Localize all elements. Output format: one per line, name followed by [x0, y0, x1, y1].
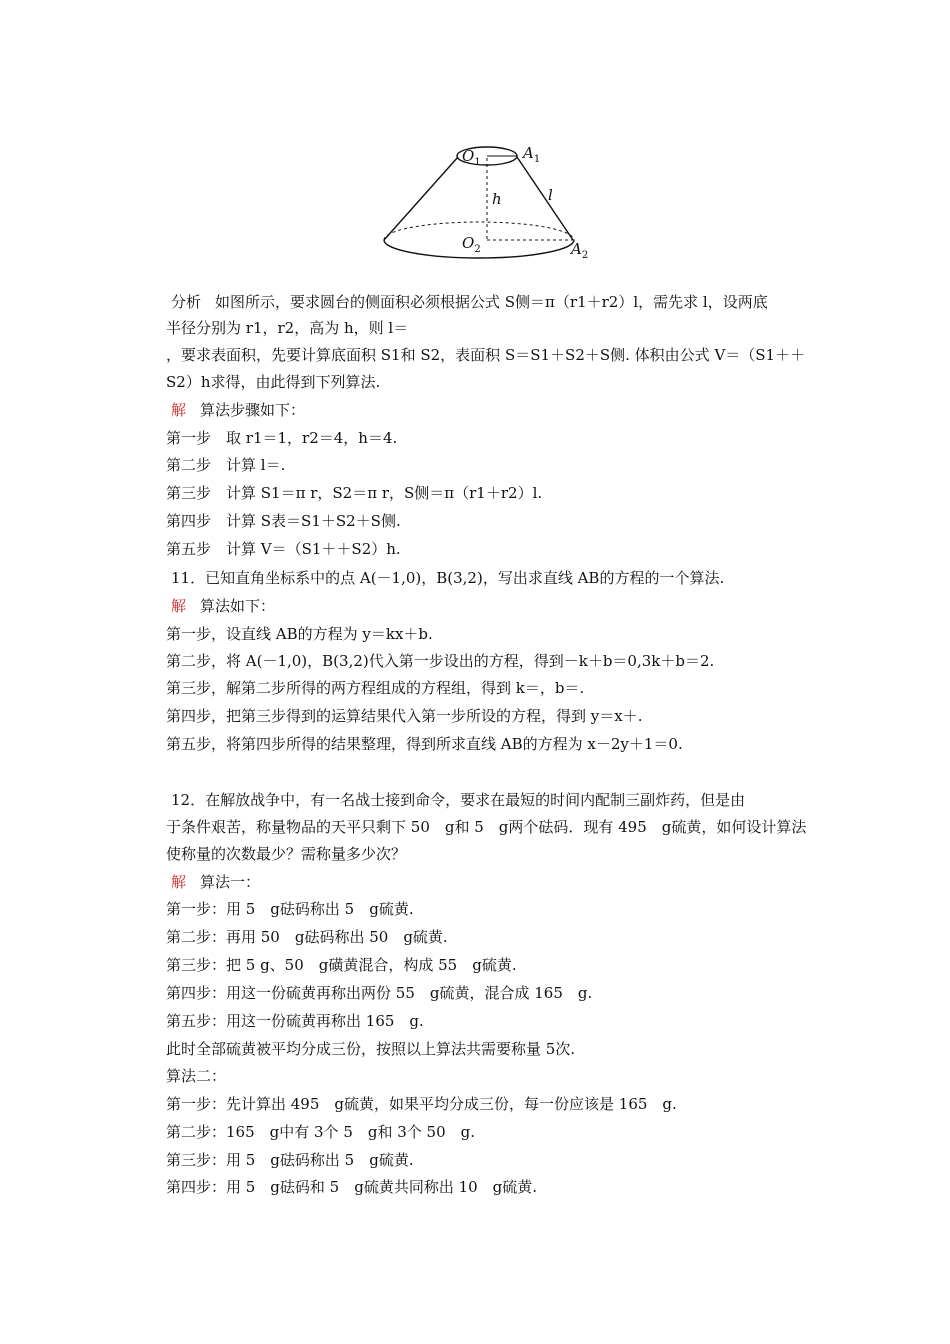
- q10-solution-intro: 解 算法步骤如下：: [171, 401, 306, 419]
- analysis-line-2: 半径分别为 r1，r2，高为 h，则 l＝: [166, 319, 409, 337]
- right-slant-edge: [517, 157, 573, 240]
- label-h: h: [492, 190, 502, 208]
- analysis-line-3: ，要求表面积，先要计算底面积 S1和 S2，表面积 S＝S1＋S2＋S侧. 体积由公式 V＝（S1＋＋: [166, 346, 806, 364]
- solution-tag: 解: [171, 597, 187, 615]
- q12-method2-step: 第二步：165 g中有 3个 5 g和 3个 50 g.: [166, 1123, 475, 1141]
- q12-method2-title: 算法二：: [166, 1067, 227, 1085]
- analysis-text-1: 如图所示，要求圆台的侧面积必须根据公式 S侧＝π（r1＋r2）l，需先求 l，设两底: [215, 293, 768, 311]
- q12-method1-step: 第三步：把 5 g、50 g磺黄混合，构成 55 g硫黄.: [166, 956, 517, 974]
- left-slant-edge: [384, 157, 458, 240]
- q12-method1-step: 第四步：用这一份硫黄再称出两份 55 g硫黄，混合成 165 g.: [166, 984, 593, 1002]
- q12-question-2: 于条件艰苦，称量物品的天平只剩下 50 g和 5 g两个砝码．现有 495 g硫黄，如何设计算法: [166, 818, 807, 836]
- analysis-tag: 分析: [171, 293, 202, 311]
- frustum-figure: [380, 128, 600, 270]
- q12-method1-step: 第五步：用这一份硫黄再称出 165 g.: [166, 1012, 424, 1030]
- q12-method1-step: 第一步：用 5 g砝码称出 5 g硫黄.: [166, 900, 414, 918]
- q11-step: 第四步，把第三步得到的运算结果代入第一步所设的方程，得到 y＝x＋.: [166, 707, 643, 725]
- q10-step: 第五步 计算 V＝（S1＋＋S2）h.: [166, 540, 401, 558]
- label-a1: $A_1$: [523, 144, 541, 165]
- q12-method1-conclusion: 此时全部硫黄被平均分成三份，按照以上算法共需要称量 5次.: [166, 1040, 576, 1058]
- q11-question: 11．已知直角坐标系中的点 A(－1,0)，B(3,2)，写出求直线 AB的方程的一个算法.: [171, 569, 725, 587]
- q10-step: 第二步 计算 l＝.: [166, 456, 286, 474]
- q10-step: 第一步 取 r1＝1，r2＝4，h＝4.: [166, 429, 398, 447]
- solution-tag: 解: [171, 873, 187, 891]
- solution-tag: 解: [171, 401, 187, 419]
- analysis-line-1: [171, 292, 831, 312]
- q12-method2-step: 第一步：先计算出 495 g硫黄，如果平均分成三份，每一份应该是 165 g.: [166, 1095, 677, 1113]
- q11-step: 第一步，设直线 AB的方程为 y＝kx＋b.: [166, 625, 433, 643]
- label-o1: $O_1$: [462, 147, 481, 168]
- analysis-line-4: S2）h求得，由此得到下列算法.: [166, 373, 381, 391]
- label-o2: $O_2$: [462, 234, 481, 255]
- q11-step: 第二步，将 A(－1,0)，B(3,2)代入第一步设出的方程，得到－k＋b＝0,3k＋b＝2.: [166, 652, 715, 670]
- q12-method1-step: 第二步：再用 50 g砝码称出 50 g硫黄.: [166, 928, 448, 946]
- q10-step: 第四步 计算 S表＝S1＋S2＋S侧.: [166, 512, 401, 530]
- q12-method2-step: 第三步：用 5 g砝码称出 5 g硫黄.: [166, 1151, 414, 1169]
- q12-method2-step: 第四步：用 5 g砝码和 5 g硫黄共同称出 10 g硫黄.: [166, 1178, 538, 1196]
- q12-question-3: 使称量的次数最少？需称量多少次？: [166, 845, 407, 863]
- q11-solution-intro: 解 算法如下：: [171, 597, 276, 615]
- q11-step: 第三步，解第二步所得的两方程组成的方程组，得到 k＝，b＝.: [166, 679, 585, 697]
- label-a2: $A_2$: [571, 240, 589, 261]
- q12-method1-title: 解 算法一：: [171, 873, 261, 891]
- bottom-ellipse-back: [384, 222, 574, 240]
- q10-step: 第三步 计算 S1＝π r，S2＝π r，S侧＝π（r1＋r2）l.: [166, 484, 543, 502]
- q11-step: 第五步，将第四步所得的结果整理，得到所求直线 AB的方程为 x－2y＋1＝0.: [166, 735, 683, 753]
- q12-question-1: 12．在解放战争中，有一名战士接到命令，要求在最短的时间内配制三副炸药，但是由: [171, 791, 746, 809]
- label-l: l: [548, 186, 553, 204]
